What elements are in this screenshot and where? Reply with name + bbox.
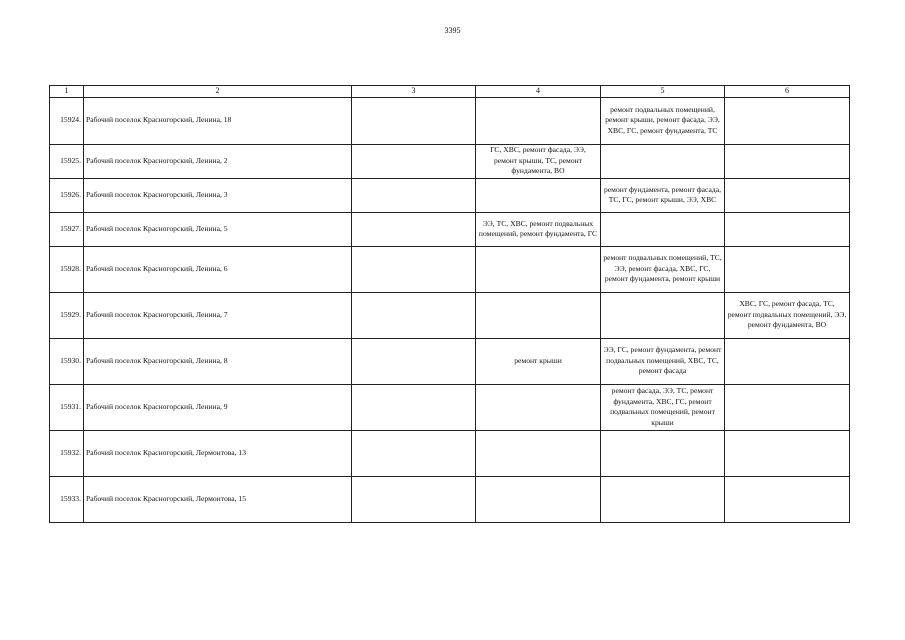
row-col5 [601, 476, 725, 522]
row-number: 15926. [50, 178, 84, 212]
row-col3 [352, 97, 476, 144]
column-header-4: 4 [476, 86, 601, 98]
registry-table [49, 85, 850, 523]
column-header-5: 5 [601, 86, 725, 98]
row-col4: ЭЭ, ТС, ХВС, ремонт подвальных помещений, ремонт фундамента, ГС [476, 212, 601, 246]
row-col4 [476, 97, 601, 144]
row-col6 [725, 212, 850, 246]
table-row [50, 338, 850, 384]
row-col3 [352, 430, 476, 476]
row-number: 15928. [50, 246, 84, 292]
table-row [50, 144, 850, 178]
row-col4 [476, 246, 601, 292]
table-row [50, 292, 850, 338]
row-col6 [725, 476, 850, 522]
row-col6 [725, 430, 850, 476]
row-col5: ЭЭ, ГС, ремонт фундамента, ремонт подвальных помещений, ХВС, ТС, ремонт фасада [601, 338, 725, 384]
column-header-6: 6 [725, 86, 850, 98]
row-col6 [725, 97, 850, 144]
row-col3 [352, 292, 476, 338]
row-col4 [476, 476, 601, 522]
table-row [50, 212, 850, 246]
row-col5 [601, 292, 725, 338]
row-col6 [725, 384, 850, 430]
table-row [50, 384, 850, 430]
row-number: 15927. [50, 212, 84, 246]
row-col3 [352, 476, 476, 522]
row-col4 [476, 178, 601, 212]
row-number: 15929. [50, 292, 84, 338]
table-row [50, 430, 850, 476]
row-col6: ХВС, ГС, ремонт фасада, ТС, ремонт подвальных помещений, ЭЭ, ремонт фундамента, ВО [725, 292, 850, 338]
row-number: 15933. [50, 476, 84, 522]
row-col6 [725, 144, 850, 178]
row-col5: ремонт фундамента, ремонт фасада, ТС, ГС, ремонт крыши, ЭЭ, ХВС [601, 178, 725, 212]
row-col3 [352, 338, 476, 384]
row-number: 15932. [50, 430, 84, 476]
row-address: Рабочий поселок Красногорский, Ленина, 7 [84, 292, 352, 338]
page-number: 3395 [444, 26, 461, 35]
column-header-2: 2 [84, 86, 352, 98]
row-col3 [352, 384, 476, 430]
row-address: Рабочий поселок Красногорский, Ленина, 3 [84, 178, 352, 212]
row-col5 [601, 212, 725, 246]
column-header-1: 1 [50, 86, 84, 98]
row-col4: ремонт крыши [476, 338, 601, 384]
row-address: Рабочий поселок Красногорский, Лермонтова, 13 [84, 430, 352, 476]
row-number: 15931. [50, 384, 84, 430]
row-col3 [352, 178, 476, 212]
row-col4 [476, 384, 601, 430]
row-col4 [476, 430, 601, 476]
row-address: Рабочий поселок Красногорский, Ленина, 6 [84, 246, 352, 292]
row-col3 [352, 212, 476, 246]
row-col6 [725, 338, 850, 384]
row-number: 15924. [50, 97, 84, 144]
row-col6 [725, 178, 850, 212]
row-address: Рабочий поселок Красногорский, Ленина, 9 [84, 384, 352, 430]
row-col5: ремонт подвальных помещений, ремонт крыши, ремонт фасада, ЭЭ, ХВС, ГС, ремонт фундамента, ТС [601, 97, 725, 144]
row-number: 15925. [50, 144, 84, 178]
row-col3 [352, 246, 476, 292]
table-row [50, 178, 850, 212]
table-row [50, 246, 850, 292]
row-col3 [352, 144, 476, 178]
table-row [50, 476, 850, 522]
column-header-3: 3 [352, 86, 476, 98]
row-address: Рабочий поселок Красногорский, Ленина, 2 [84, 144, 352, 178]
row-col4: ГС, ХВС, ремонт фасада, ЭЭ, ремонт крыши, ТС, ремонт фундамента, ВО [476, 144, 601, 178]
row-col5: ремонт фасада, ЭЭ, ТС, ремонт фундамента, ХВС, ГС, ремонт подвальных помещений, ремонт крыши [601, 384, 725, 430]
row-col6 [725, 246, 850, 292]
row-address: Рабочий поселок Красногорский, Ленина, 18 [84, 97, 352, 144]
row-col5 [601, 144, 725, 178]
table-row [50, 97, 850, 144]
row-address: Рабочий поселок Красногорский, Ленина, 8 [84, 338, 352, 384]
row-col4 [476, 292, 601, 338]
row-number: 15930. [50, 338, 84, 384]
row-col5 [601, 430, 725, 476]
table-header-row [50, 86, 850, 98]
row-address: Рабочий поселок Красногорский, Лермонтова, 15 [84, 476, 352, 522]
row-col5: ремонт подвальных помещений, ТС, ЭЭ, ремонт фасада, ХВС, ГС, ремонт фундамента, ремонт крыши [601, 246, 725, 292]
row-address: Рабочий поселок Красногорский, Ленина, 5 [84, 212, 352, 246]
